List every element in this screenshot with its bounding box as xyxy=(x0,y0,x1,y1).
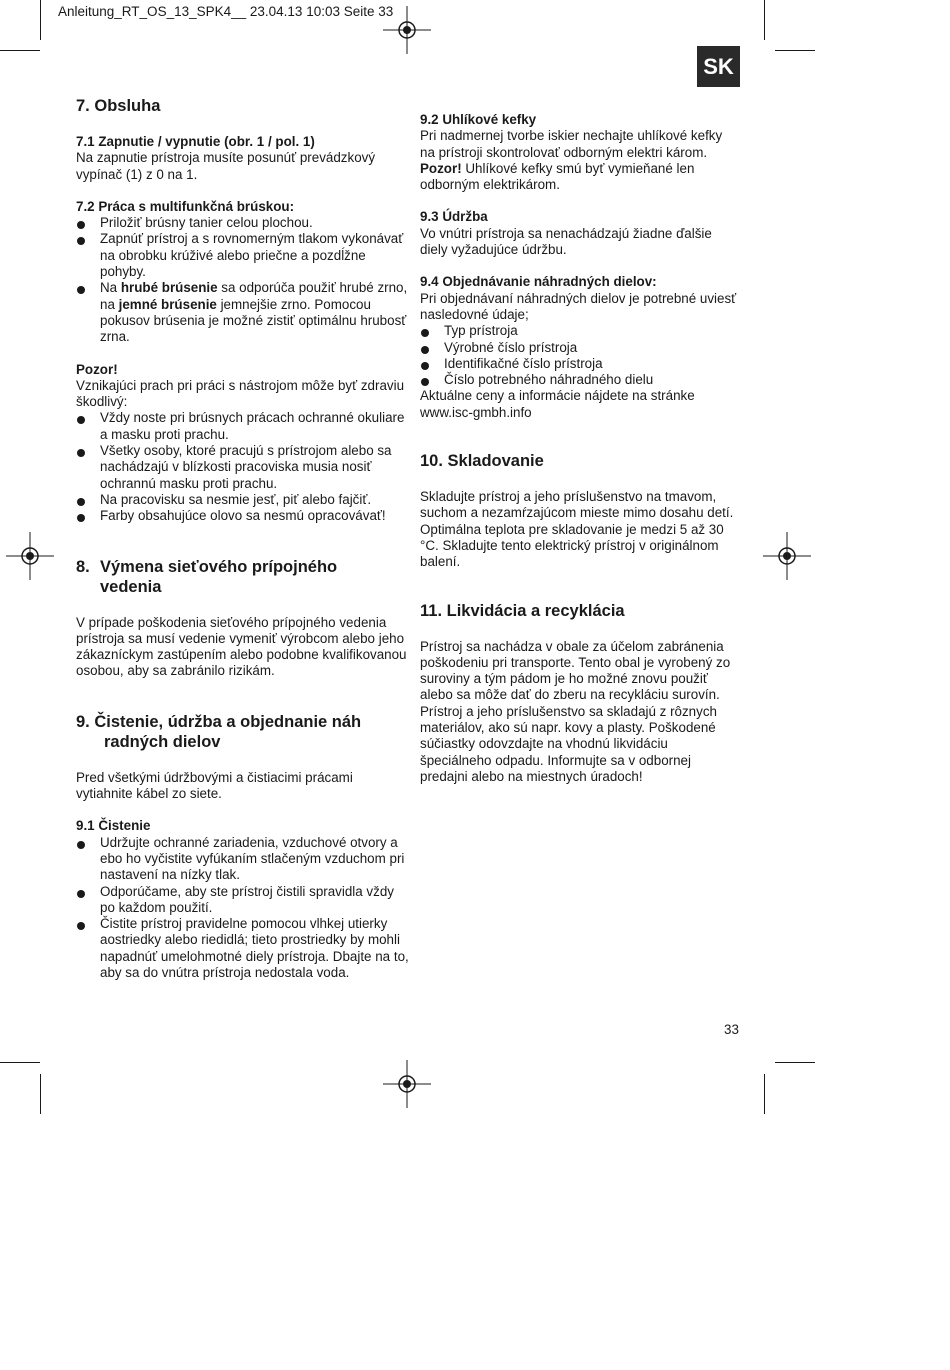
list-item: Všetky osoby, ktoré pracujú s prístrojom alebo sa nachádzajú v blízkosti pracoviska musia nosiť ochrannú masku proti prachu. xyxy=(76,443,411,492)
paragraph: Vo vnútri prístroja sa nenachádzajú žiadne ďalšie diely vyžadujúce údržbu. xyxy=(420,225,712,258)
bullet-list xyxy=(76,215,411,345)
crop-mark xyxy=(764,0,765,40)
crop-mark xyxy=(40,1074,41,1114)
subsection-heading: 9.4 Objednávanie náhradných dielov: xyxy=(420,274,657,290)
section-heading: 9. Čistenie, údržba a objednanie náh radných dielov xyxy=(76,712,362,751)
paragraph: Pozor! Uhlíkové kefky smú byť vymieňané len odborným elektrikárom. xyxy=(420,160,695,193)
section-heading: 7. Obsluha xyxy=(76,97,161,115)
crop-mark xyxy=(0,1062,40,1063)
left-column xyxy=(76,96,411,981)
crop-mark xyxy=(40,0,41,40)
list-item: Odporúčame, aby ste prístroj čistili spravidla vždy po každom použití. xyxy=(76,884,411,917)
page-number: 33 xyxy=(724,1022,739,1037)
section-heading: 11. Likvidácia a recyklácia xyxy=(420,601,625,620)
list-item: Farby obsahujúce olovo sa nesmú opracovávať! xyxy=(76,508,411,524)
language-tab: SK xyxy=(697,46,740,87)
crop-mark xyxy=(764,1074,765,1114)
list-item: Výrobné číslo prístroja xyxy=(420,340,740,356)
right-column xyxy=(420,112,740,785)
paragraph: Aktuálne ceny a informácie nájdete na stránke www.isc-gmbh.info xyxy=(420,388,695,420)
list-item: Číslo potrebného náhradného dielu xyxy=(420,372,740,388)
subsection-heading: 9.2 Uhlíkové kefky xyxy=(420,112,537,127)
paragraph: Pred všetkými údržbovými a čistiacimi prácami vytiahnite kábel zo siete. xyxy=(76,769,353,802)
bullet-list xyxy=(76,835,411,982)
subsection-heading: 9.1 Čistenie xyxy=(76,818,151,834)
list-item: Priložiť brúsny tanier celou plochou. xyxy=(76,215,411,231)
list-item: Čistite prístroj pravidelne pomocou vlhkej utierky aostriedky alebo riedidlá; tieto prostriedky by mohli napadnúť umelohmotné diely prístroja. Dbajte na to, aby sa do vnútra prístroja nedostala voda. xyxy=(76,916,411,981)
list-item: Na hrubé brúsenie sa odporúča použiť hrubé zrno, na jemné brúsenie jemnejšie zrno. Pomocou pokusov brúsenia je možné zistiť optimálnu hrubosť zrna. xyxy=(76,280,411,345)
registration-mark-icon xyxy=(6,532,54,580)
subsection-heading: 9.3 Údržba xyxy=(420,209,488,225)
paragraph: Skladujte prístroj a jeho príslušenstvo na tmavom, suchom a nezamŕzajúcom mieste mimo dosahu detí. Optimálna teplota pre skladovanie je medzi 5 až 30 °C. Skladujte tento elektrický prístroj v originálnom balení. xyxy=(420,489,734,570)
crop-mark xyxy=(0,50,40,51)
bullet-list xyxy=(76,410,411,524)
warning-heading: Pozor! xyxy=(76,361,118,377)
list-item: Zapnúť prístroj a s rovnomerným tlakom vykonávať na obrobku krúživé alebo priečne a pozdĺžne pohyby. xyxy=(76,231,411,280)
section-heading: 10. Skladovanie xyxy=(420,452,544,471)
list-item: Identifikačné číslo prístroja xyxy=(420,356,740,372)
list-item: Na pracovisku sa nesmie jesť, piť alebo fajčiť. xyxy=(76,492,411,508)
list-item: Typ prístroja xyxy=(420,323,740,339)
paragraph: Na zapnutie prístroja musíte posunúť prevádzkový vypínač (1) z 0 na 1. xyxy=(76,150,376,182)
list-item: Vždy noste pri brúsnych prácach ochranné okuliare a masku proti prachu. xyxy=(76,410,411,443)
crop-mark xyxy=(775,1062,815,1063)
section-heading: 8. Výmena sieťového prípojného vedenia xyxy=(76,557,338,596)
registration-mark-icon xyxy=(763,532,811,580)
paragraph: Pri objednávaní náhradných dielov je potrebné uviesť nasledovné údaje; xyxy=(420,290,737,322)
registration-mark-icon xyxy=(383,1060,431,1108)
list-item: Udržujte ochranné zariadenia, vzduchové otvory a ebo ho vyčistite vyfúkaním stlačeným vzduchom pri nastavení na nízky tlak. xyxy=(76,835,411,884)
paragraph: V prípade poškodenia sieťového prípojného vedenia prístroja sa musí vedenie vymeniť výrobcom alebo jeho zákazníckym zastúpením alebo podobne kvalifikovanou osobou, aby sa zabránilo rizikám. xyxy=(76,614,407,679)
registration-mark-icon xyxy=(383,6,431,54)
bullet-list xyxy=(420,323,740,388)
subsection-heading: 7.1 Zapnutie / vypnutie (obr. 1 / pol. 1) xyxy=(76,134,315,149)
paragraph: Prístroj sa nachádza v obale za účelom zabránenia poškodeniu pri transporte. Tento obal je vyrobený zo suroviny a tým pádom je ho možné znovu použiť alebo sa môže dať do zberu na recykláciu surovín. Prístroj a jeho príslušenstvo sa skladajú z rôznych materiálov, ako sú napr. kovy a plasty. Poškodené súčiastky odovzdajte na vhodnú likvidáciu špeciálneho odpadu. Informujte sa v odbornej predajni alebo na miestnych úradoch! xyxy=(420,638,731,784)
paragraph: Vznikajúci prach pri práci s nástrojom môže byť zdraviu škodlivý: xyxy=(76,377,405,410)
print-header: Anleitung_RT_OS_13_SPK4__ 23.04.13 10:03 Seite 33 xyxy=(58,4,394,19)
crop-mark xyxy=(775,50,815,51)
paragraph: Pri nadmernej tvorbe iskier nechajte uhlíkové kefky na prístroji skontrolovať odborným elektri károm. xyxy=(420,128,723,160)
subsection-heading: 7.2 Práca s multifunkčná brúskou: xyxy=(76,198,295,214)
